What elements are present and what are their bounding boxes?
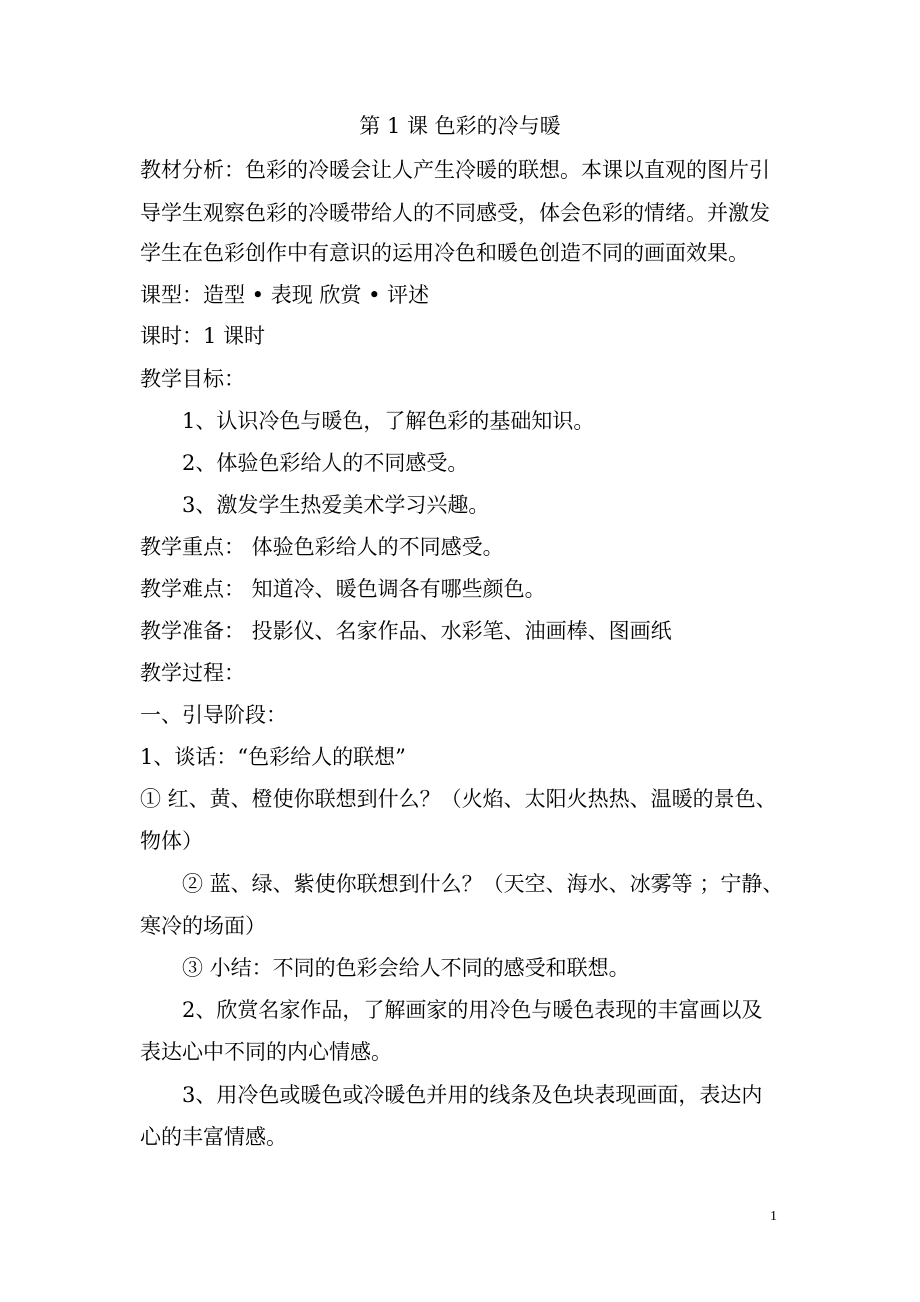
text-line-analysis-2: 导学生观察色彩的冷暖带给人的不同感受，体会色彩的情绪。并激发 — [140, 201, 770, 225]
text-line-lesson-type: 课型：造型 • 表现 欣赏 • 评述 — [140, 283, 430, 307]
text-line-preparation: 教学准备： 投影仪、名家作品、水彩笔、油画棒、图画纸 — [140, 619, 672, 643]
text-line-stage-1: 一、引导阶段： — [140, 703, 287, 727]
text-line-difficulty: 教学难点： 知道冷、暖色调各有哪些颜色。 — [140, 577, 546, 601]
text-line-key-point: 教学重点： 体验色彩给人的不同感受。 — [140, 535, 504, 559]
text-line-warm-question-cont: 物体） — [140, 829, 203, 853]
text-line-class-hours: 课时：1 课时 — [140, 324, 266, 348]
text-line-appreciate: 2、欣赏名家作品，了解画家的用冷色与暖色表现的丰富画以及 — [182, 998, 763, 1022]
text-line-express-cont: 心的丰富情感。 — [140, 1125, 287, 1149]
text-line-objective-1: 1、认识冷色与暖色，了解色彩的基础知识。 — [182, 409, 595, 433]
text-line-cool-question-cont: 寒冷的场面） — [140, 914, 266, 938]
text-line-summary: ③ 小结：不同的色彩会给人不同的感受和联想。 — [182, 956, 630, 980]
text-line-objectives-heading: 教学目标： — [140, 367, 245, 391]
page-number: 1 — [770, 1209, 777, 1224]
text-line-objective-2: 2、体验色彩给人的不同感受。 — [182, 451, 469, 475]
lesson-title: 第 1 课 色彩的冷与暖 — [359, 114, 561, 138]
text-line-analysis-3: 学生在色彩创作中有意识的运用冷色和暖色创造不同的画面效果。 — [140, 241, 749, 265]
text-line-process-heading: 教学过程： — [140, 661, 245, 685]
text-line-cool-question: ② 蓝、绿、紫使你联想到什么？（天空、海水、冰雾等 ；宁静、 — [182, 872, 784, 896]
text-line-analysis-1: 教材分析：色彩的冷暖会让人产生冷暖的联想。本课以直观的图片引 — [140, 158, 770, 182]
text-line-talk: 1、谈话：“色彩给人的联想” — [140, 745, 406, 769]
text-line-express: 3、用冷色或暖色或冷暖色并用的线条及色块表现画面，表达内 — [182, 1083, 763, 1107]
text-line-appreciate-cont: 表达心中不同的内心情感。 — [140, 1040, 392, 1064]
text-line-objective-3: 3、激发学生热爱美术学习兴趣。 — [182, 493, 490, 517]
text-line-warm-question: ① 红、黄、橙使你联想到什么？（火焰、太阳火热热、温暖的景色、 — [140, 787, 777, 811]
